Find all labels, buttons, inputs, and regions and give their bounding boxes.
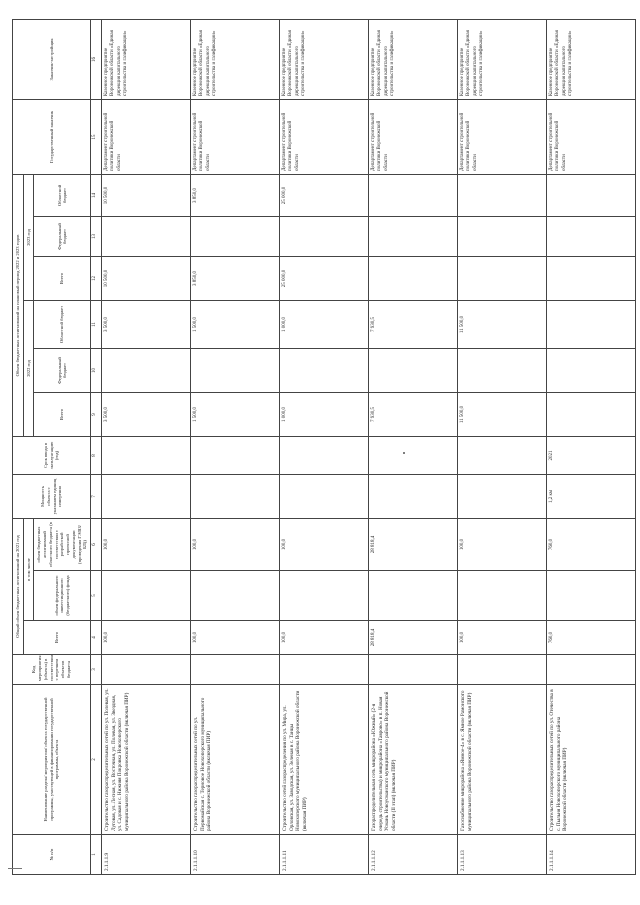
row-capacity: 1,2 км [547,474,636,518]
header-commission-year: Срок ввода в эксплуатацию (год) [13,436,91,474]
row-commission-year: 2021 [547,436,636,474]
row-regional-2023 [369,174,458,216]
row-total-2022: 3 500,0 [102,392,191,436]
table-row [191,19,280,874]
row-regional-2021: 100,0 [102,518,191,570]
row-commission-year [458,436,547,474]
row-budget-code [102,655,191,685]
row-total-2022: 7 930,5 [369,392,458,436]
row-regional-2021: 760,0 [547,518,636,570]
column-number: 6 [91,518,102,570]
row-total-2023: 10 500,0 [102,256,191,300]
row-object-name: Строительство газораспределительных сетей по ул. Отечества в с. Пыльня Новохоперского муниципального района Воронежской области (включая ПИР) [547,685,636,835]
row-federal-2023 [280,216,369,256]
column-number: 9 [91,392,102,436]
header-including: в том числе [23,518,34,620]
row-total-2023 [547,256,636,300]
column-number: 7 [91,474,102,518]
scan-mark [8,868,22,869]
row-commission-year [102,436,191,474]
row-commission-year [280,436,369,474]
row-object-name: Строительство газораспределительных сетей по ул. Полевая, ул. Луговая, ул. Лесная, ул. Восточная, ул. Полевая, ул. Звездная, ул. Садовая и с. Нижняя Покровка Новохоперского муниципального района Воронежской области (включая ПИР) [102,685,191,835]
scan-speck [403,452,405,454]
row-federal-2023 [369,216,458,256]
column-number: 10 [91,348,102,392]
row-federal-fund-2021 [547,571,636,621]
row-regional-2023 [458,174,547,216]
row-code: 2.1.1.1.14 [547,835,636,875]
row-object-name: Строительство сетей газораспределения по ул. Мира, ул. Орловская, ул. Заводская, ул. Зеленая в с. Танцы Новохоперского муниципального района Воронежской области (включая ПИР) [280,685,369,835]
row-federal-fund-2021 [458,571,547,621]
table-row [458,19,547,874]
row-code: 2.1.1.1.11 [280,835,369,875]
header-developer: Заказчик-застройщик [13,19,91,99]
header-object-code: Код мероприятия (объекта) в соответствии с перечнем объектов бюджета [13,655,91,685]
row-regional-2021: 100,0 [280,518,369,570]
row-developer: Казенное предприятие Воронежской области «Единая дирекция капитального строительства и газификации» [458,19,547,99]
row-commission-year [191,436,280,474]
header-federal-2023: Федеральный бюджет [34,216,91,256]
column-number: 2 [91,685,102,835]
row-regional-2022: 11 500,0 [458,300,547,348]
row-object-name: Газораспределительная сеть микрорайона «Южный» (2-я очередь строительства) и микрорайона «Таврово» в п. Новая Усмань Новоусманского муниципального района Воронежской области (II этап) (включая ПИР) [369,685,458,835]
row-total-2022: 1 000,0 [280,392,369,436]
row-regional-2022 [547,300,636,348]
column-number: 4 [91,621,102,655]
row-total-2021: 760,0 [547,621,636,655]
row-federal-fund-2021 [102,571,191,621]
row-federal-2023 [191,216,280,256]
header-total-2023: Всего [34,256,91,300]
row-budget-code [191,655,280,685]
row-total-2023: 25 000,0 [280,256,369,300]
row-code: 2.1.1.1.13 [458,835,547,875]
row-federal-2022 [280,348,369,392]
row-regional-2022: 3 500,0 [102,300,191,348]
header-object-name: Наименование раздела/ мероприятия/ объекта государственной программы, участвующей в финансировании государственной программы, объекта [13,685,91,835]
investment-table [12,19,636,875]
row-object-name: Газоснабжение микрорайона «Ямное-4» в с. Ямное Рамонского муниципального района Воронежской области (включая ПИР) [458,685,547,835]
row-code: 2.1.1.1.12 [369,835,458,875]
row-regional-2021: 100,0 [191,518,280,570]
row-total-2021: 100,0 [191,621,280,655]
row-regional-2022: 7 930,5 [369,300,458,348]
row-state-customer: Департамент строительной политики Воронежской области [102,99,191,174]
column-number: 11 [91,300,102,348]
row-state-customer: Департамент строительной политики Воронежской области [280,99,369,174]
row-total-2023: 3 850,0 [191,256,280,300]
header-federal-fund: объем федерального инвестиционного (бюджетного) фонда [34,571,91,621]
row-state-customer: Департамент строительной политики Воронежской области [547,99,636,174]
header-regional-budget-design: объем бюджетных ассигнований областного бюджета (в соответствии с разработкой проектной документации (проведения ГЭ/ВЗ/БЛ)) [34,518,91,570]
row-federal-fund-2021 [369,571,458,621]
row-total-2022: 1 500,0 [191,392,280,436]
row-budget-code [280,655,369,685]
column-number: 8 [91,436,102,474]
row-federal-2022 [369,348,458,392]
row-capacity [458,474,547,518]
row-developer: Казенное предприятие Воронежской области «Единая дирекция капитального строительства и газификации» [280,19,369,99]
row-capacity [102,474,191,518]
row-total-2021: 100,0 [102,621,191,655]
row-budget-code [547,655,636,685]
row-budget-code [458,655,547,685]
row-regional-2022: 1 000,0 [280,300,369,348]
row-commission-year [369,436,458,474]
header-total-2021: Всего [23,621,90,655]
row-developer: Казенное предприятие Воронежской области «Единая дирекция капитального строительства и газификации» [191,19,280,99]
row-developer: Казенное предприятие Воронежской области «Единая дирекция капитального строительства и газификации» [369,19,458,99]
row-total-2023 [458,256,547,300]
column-number: 16 [91,19,102,99]
column-number: 3 [91,655,102,685]
row-regional-2023 [547,174,636,216]
row-code: 2.1.1.1.10 [191,835,280,875]
row-developer: Казенное предприятие Воронежской области «Единая дирекция капитального строительства и газификации» [102,19,191,99]
row-total-2021: 28 818,4 [369,621,458,655]
header-regional-2023: Областной бюджет [34,174,91,216]
table-row [280,19,369,874]
table-row [102,19,191,874]
row-regional-2023: 25 000,0 [280,174,369,216]
row-regional-2022: 1 500,0 [191,300,280,348]
row-total-2021: 100,0 [458,621,547,655]
row-capacity [280,474,369,518]
header-regional-2022: Областной бюджет [34,300,91,348]
row-regional-2023: 3 850,0 [191,174,280,216]
row-state-customer: Департамент строительной политики Воронежской области [458,99,547,174]
header-number: № п/п [13,835,91,875]
row-total-2023 [369,256,458,300]
row-federal-fund-2021 [191,571,280,621]
row-code: 2.1.1.1.9 [102,835,191,875]
row-state-customer: Департамент строительной политики Воронежской области [369,99,458,174]
header-year-2023: 2023 год [23,174,34,300]
row-federal-2022 [547,348,636,392]
table-body [91,19,636,874]
header-state-customer: Государственный заказчик [13,99,91,174]
row-state-customer: Департамент строительной политики Воронежской области [191,99,280,174]
row-total-2022: 11 500,0 [458,392,547,436]
header-budget-2021: Общий объем бюджетных ассигнований на 2021 год [13,518,24,654]
row-developer: Казенное предприятие Воронежской области «Единая дирекция капитального строительства и газификации» [547,19,636,99]
header-capacity: Мощность объекта с указанием единиц измерения [13,474,91,518]
column-number-row [91,19,102,874]
column-number: 13 [91,216,102,256]
header-total-2022: Всего [34,392,91,436]
column-number: 14 [91,174,102,216]
row-object-name: Строительство газораспределительных сетей по ул. Первомайская с. Терновое Новохоперского муниципального района Воронежской области (включая ПИР) [191,685,280,835]
row-regional-2021: 28 818,4 [369,518,458,570]
header-year-2022: 2022 год [23,300,34,436]
row-budget-code [369,655,458,685]
row-regional-2023: 10 500,0 [102,174,191,216]
row-federal-2022 [191,348,280,392]
table-row [369,19,458,874]
header-budget-2022-2023: Объем бюджетных ассигнований на плановый период 2022 и 2023 годов [13,174,24,436]
row-capacity [191,474,280,518]
row-federal-2022 [458,348,547,392]
row-federal-2023 [102,216,191,256]
row-total-2021: 100,0 [280,621,369,655]
header-federal-2022: Федеральный бюджет [34,348,91,392]
table-row [547,19,636,874]
row-federal-2023 [458,216,547,256]
row-federal-2022 [102,348,191,392]
column-number: 12 [91,256,102,300]
row-capacity [369,474,458,518]
row-federal-fund-2021 [280,571,369,621]
row-regional-2021: 100,0 [458,518,547,570]
column-number: 5 [91,571,102,621]
column-number: 15 [91,99,102,174]
row-total-2022 [547,392,636,436]
column-number: 1 [91,835,102,875]
row-federal-2023 [547,216,636,256]
